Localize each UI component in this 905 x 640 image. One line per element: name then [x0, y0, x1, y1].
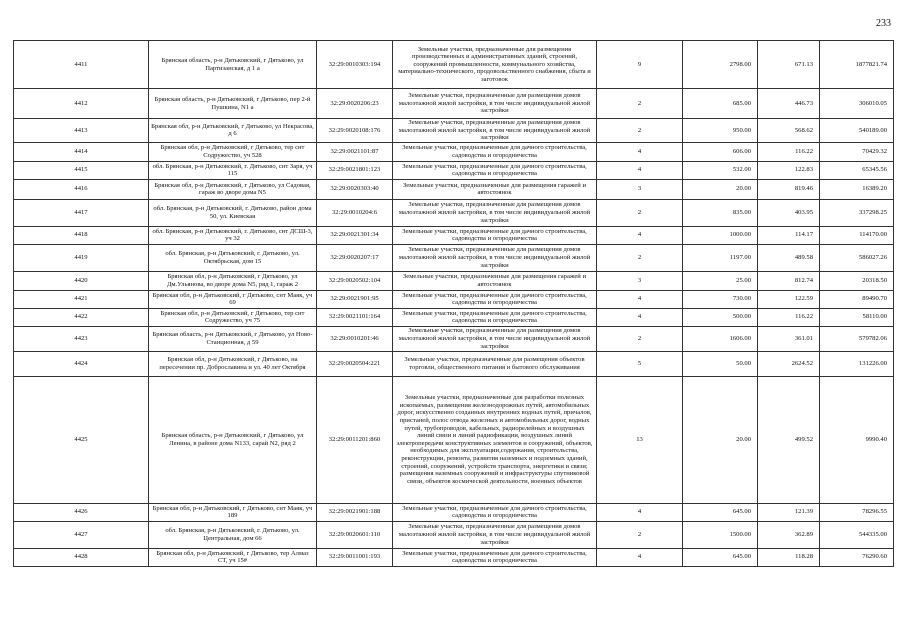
land-use-cell: Земельные участки, предназначенные для размещения гаражей и автостоянок [393, 271, 597, 290]
table-row [14, 89, 894, 119]
cadastral-number-cell: 32:29:0020601:110 [317, 521, 393, 548]
group-cell: 3 [597, 271, 683, 290]
cadastral-number-cell: 32:29:0010204:6 [317, 199, 393, 226]
address-cell: Брянская область, р-н Дятьковский, г Дятьково, пер 2-й Пушкина, N1 а [149, 89, 317, 119]
cadastral-number-cell: 32:29:0020303:40 [317, 179, 393, 199]
unit-price-cell: 114.17 [758, 226, 820, 244]
address-cell: Брянская обл, р-н Дятьковский, г Дятьково, тер Алмаз СТ, уч 15# [149, 548, 317, 566]
cadastral-number-cell: 32:29:0020207:17 [317, 244, 393, 271]
group-cell: 2 [597, 119, 683, 143]
cadastral-value-cell: 306010.05 [820, 89, 894, 119]
area-cell: 645.00 [683, 503, 758, 521]
cadastral-number-cell: 32:29:0021901:188 [317, 503, 393, 521]
land-use-cell: Земельные участки, предназначенные для размещения домов малоэтажной жилой застройки, в том числе индивидуальной жилой застройки [393, 199, 597, 226]
row-number: 4425 [14, 376, 149, 503]
cadastral-value-cell: 65345.56 [820, 161, 894, 179]
land-use-cell: Земельные участки, предназначенные для дачного строительства, садоводства и огородничества [393, 226, 597, 244]
unit-price-cell: 122.59 [758, 290, 820, 308]
unit-price-cell: 2624.52 [758, 351, 820, 376]
address-cell: Брянская область, р-н Дятьковский, г Дятьково, ул Ленина, в районе дома N133, сарай N2, ряд 2 [149, 376, 317, 503]
land-cadastre-table [13, 40, 894, 567]
cadastral-number-cell: 32:29:0020108:176 [317, 119, 393, 143]
cadastral-value-cell: 586027.26 [820, 244, 894, 271]
unit-price-cell: 116.22 [758, 308, 820, 326]
table-row [14, 271, 894, 290]
unit-price-cell: 446.73 [758, 89, 820, 119]
cadastral-value-cell: 58110.00 [820, 308, 894, 326]
cadastral-value-cell: 9990.40 [820, 376, 894, 503]
cadastral-value-cell: 337298.25 [820, 199, 894, 226]
land-use-cell: Земельные участки, предназначенные для разработки полезных ископаемых, размещения железнодорожных путей, автомобильных дорог, искусственно созданных внутренних водных путей, причалов, пристаней, полос отвода железных и автомобильных дорог, водных путей, трубопроводов, кабельных, радиорелейных и воздушных линий связи и линий радиофикации, воздушных линий электропередачи конструктивных элементов и сооружений, объектов, необходимых для эксплуатации,содержания, строительства, реконструкции, ремонта, развития наземных и подземных зданий, строений, сооружений, устройств транспорта, энергетики и связи; размещения наземных сооружений и инфраструктуры спутниковой связи, объектов космической деятельности, военных объектов [393, 376, 597, 503]
group-cell: 4 [597, 290, 683, 308]
cadastral-value-cell: 89490.70 [820, 290, 894, 308]
table-row [14, 351, 894, 376]
unit-price-cell: 118.28 [758, 548, 820, 566]
unit-price-cell: 122.83 [758, 161, 820, 179]
cadastral-number-cell: 32:29:0011001:193 [317, 548, 393, 566]
cadastral-number-cell: 32:29:0021301:34 [317, 226, 393, 244]
row-number: 4411 [14, 41, 149, 89]
unit-price-cell: 499.52 [758, 376, 820, 503]
table-row [14, 326, 894, 351]
address-cell: Брянская обл, р-н Дятьковский, г Дятьково, снт Маяк, уч 189 [149, 503, 317, 521]
land-use-cell: Земельные участки, предназначенные для размещения объектов торговли, общественного питания и бытового обслуживания [393, 351, 597, 376]
table-row [14, 548, 894, 566]
group-cell: 2 [597, 521, 683, 548]
area-cell: 730.00 [683, 290, 758, 308]
group-cell: 4 [597, 142, 683, 161]
unit-price-cell: 671.13 [758, 41, 820, 89]
area-cell: 25.00 [683, 271, 758, 290]
address-cell: Брянская обл, р-н Дятьковский, г Дятьково, снт Маяк, уч 69 [149, 290, 317, 308]
group-cell: 4 [597, 548, 683, 566]
cadastral-number-cell: 32:29:0010303:194 [317, 41, 393, 89]
area-cell: 20.00 [683, 179, 758, 199]
land-use-cell: Земельные участки, предназначенные для размещения домов малоэтажной жилой застройки, в том числе индивидуальной жилой застройки [393, 521, 597, 548]
address-cell: Брянская обл, р-н Дятьковский, г Дятьково, тер снт Содружество, уч 528 [149, 142, 317, 161]
unit-price-cell: 362.89 [758, 521, 820, 548]
area-cell: 20.00 [683, 376, 758, 503]
table-row [14, 503, 894, 521]
land-use-cell: Земельные участки, предназначенные для размещения домов малоэтажной жилой застройки, в том числе индивидуальной жилой застройки [393, 89, 597, 119]
row-number: 4424 [14, 351, 149, 376]
land-use-cell: Земельные участки, предназначенные для дачного строительства, садоводства и огородничества [393, 290, 597, 308]
row-number: 4423 [14, 326, 149, 351]
row-number: 4421 [14, 290, 149, 308]
cadastral-value-cell: 540189.00 [820, 119, 894, 143]
cadastral-number-cell: 32:29:0021901:95 [317, 290, 393, 308]
group-cell: 4 [597, 161, 683, 179]
area-cell: 835.00 [683, 199, 758, 226]
group-cell: 3 [597, 179, 683, 199]
table-row [14, 199, 894, 226]
table-row [14, 376, 894, 503]
land-use-cell: Земельные участки, предназначенные для размещения домов малоэтажной жилой застройки, в том числе индивидуальной жилой застройки [393, 244, 597, 271]
address-cell: обл. Брянская, р-н Дятьковский, г. Дятьково, снт ДСШ-3, уч 32 [149, 226, 317, 244]
cadastral-number-cell: 32:29:0021801:123 [317, 161, 393, 179]
cadastral-value-cell: 78296.55 [820, 503, 894, 521]
address-cell: Брянская область, р-н Дятьковский, г Дятьково, ул Партизанская, д 1 а [149, 41, 317, 89]
land-use-cell: Земельные участки, предназначенные для дачного строительства, садоводства и огородничества [393, 142, 597, 161]
group-cell: 4 [597, 503, 683, 521]
address-cell: Брянская обл, р-н Дятьковский, г Дятьково, на пересечении пр. Доброславина и ул. 40 лет Октября [149, 351, 317, 376]
row-number: 4427 [14, 521, 149, 548]
unit-price-cell: 812.74 [758, 271, 820, 290]
unit-price-cell: 361.01 [758, 326, 820, 351]
address-cell: обл. Брянская, р-н Дятьковский, г. Дятьково, район дома 50, ул. Киевская [149, 199, 317, 226]
cadastral-number-cell: 32:29:0020502:104 [317, 271, 393, 290]
area-cell: 532.00 [683, 161, 758, 179]
land-use-cell: Земельные участки, предназначенные для дачного строительства, садоводства и огородничества [393, 548, 597, 566]
address-cell: Брянская обл, р-н Дятьковский, г Дятьково, ул Садовая, гараж во дворе дома N5 [149, 179, 317, 199]
row-number: 4426 [14, 503, 149, 521]
cadastral-value-cell: 544335.00 [820, 521, 894, 548]
row-number: 4416 [14, 179, 149, 199]
land-use-cell: Земельные участки, предназначенные для размещения производственных и административных зданий, строений, сооружений промышленности, коммунального хозяйства, материально-технического, продовольственного снабжения, сбыта и заготовок [393, 41, 597, 89]
cadastral-value-cell: 20318.50 [820, 271, 894, 290]
address-cell: Брянская обл, р-н Дятьковский, г Дятьково, ул Дм.Ульянова, во дворе дома N5, ряд 1, гараж 2 [149, 271, 317, 290]
table-row [14, 521, 894, 548]
group-cell: 9 [597, 41, 683, 89]
cadastral-number-cell: 32:29:0021101:87 [317, 142, 393, 161]
row-number: 4417 [14, 199, 149, 226]
land-use-cell: Земельные участки, предназначенные для размещения домов малоэтажной жилой застройки, в том числе индивидуальной жилой застройки [393, 326, 597, 351]
unit-price-cell: 568.62 [758, 119, 820, 143]
row-number: 4418 [14, 226, 149, 244]
table-row [14, 244, 894, 271]
table-row [14, 142, 894, 161]
row-number: 4412 [14, 89, 149, 119]
cadastral-number-cell: 32:29:0021101:164 [317, 308, 393, 326]
area-cell: 645.00 [683, 548, 758, 566]
unit-price-cell: 116.22 [758, 142, 820, 161]
cadastral-number-cell: 32:29:0010201:46 [317, 326, 393, 351]
table-row [14, 119, 894, 143]
table-row [14, 161, 894, 179]
cadastral-value-cell: 131226.00 [820, 351, 894, 376]
address-cell: обл. Брянская, р-н Дятьковский, г. Дятьково, ул. Октябрьская, дом 15 [149, 244, 317, 271]
row-number: 4414 [14, 142, 149, 161]
table-body [14, 41, 894, 567]
row-number: 4419 [14, 244, 149, 271]
group-cell: 2 [597, 199, 683, 226]
area-cell: 1197.00 [683, 244, 758, 271]
land-use-cell: Земельные участки, предназначенные для дачного строительства, садоводства и огородничества [393, 161, 597, 179]
area-cell: 606.00 [683, 142, 758, 161]
table-row [14, 226, 894, 244]
area-cell: 50.00 [683, 351, 758, 376]
address-cell: обл. Брянская, р-н Дятьковский, г. Дятьково, ул. Центральная, дом 66 [149, 521, 317, 548]
cadastral-value-cell: 114170.00 [820, 226, 894, 244]
cadastral-number-cell: 32:29:0011201:860 [317, 376, 393, 503]
row-number: 4415 [14, 161, 149, 179]
address-cell: Брянская обл, р-н Дятьковский, г Дятьково, ул Некрасова, д 6 [149, 119, 317, 143]
group-cell: 4 [597, 226, 683, 244]
land-use-cell: Земельные участки, предназначенные для дачного строительства, садоводства и огородничества [393, 308, 597, 326]
table-row [14, 290, 894, 308]
group-cell: 5 [597, 351, 683, 376]
group-cell: 13 [597, 376, 683, 503]
cadastral-value-cell: 1877821.74 [820, 41, 894, 89]
cadastral-value-cell: 16389.20 [820, 179, 894, 199]
address-cell: Брянская область, р-н Дятьковский, г Дятьково, ул Ново-Станционная, д 59 [149, 326, 317, 351]
address-cell: Брянская обл, р-н Дятьковский, г Дятьково, тер снт Содружество, уч 75 [149, 308, 317, 326]
cadastral-value-cell: 76290.60 [820, 548, 894, 566]
area-cell: 950.00 [683, 119, 758, 143]
area-cell: 1500.00 [683, 521, 758, 548]
table-row [14, 179, 894, 199]
unit-price-cell: 121.39 [758, 503, 820, 521]
area-cell: 500.00 [683, 308, 758, 326]
area-cell: 1000.00 [683, 226, 758, 244]
group-cell: 2 [597, 89, 683, 119]
area-cell: 685.00 [683, 89, 758, 119]
unit-price-cell: 819.46 [758, 179, 820, 199]
unit-price-cell: 489.58 [758, 244, 820, 271]
address-cell: обл. Брянская, р-н Дятьковский, г. Дятьково, снт Заря, уч 115 [149, 161, 317, 179]
cadastral-value-cell: 579782.06 [820, 326, 894, 351]
area-cell: 2798.00 [683, 41, 758, 89]
cadastral-number-cell: 32:29:0020206:23 [317, 89, 393, 119]
row-number: 4428 [14, 548, 149, 566]
cadastral-value-cell: 70429.32 [820, 142, 894, 161]
area-cell: 1606.00 [683, 326, 758, 351]
table-row [14, 41, 894, 89]
unit-price-cell: 403.95 [758, 199, 820, 226]
page-number: 233 [876, 18, 891, 29]
group-cell: 4 [597, 308, 683, 326]
row-number: 4420 [14, 271, 149, 290]
land-use-cell: Земельные участки, предназначенные для размещения гаражей и автостоянок [393, 179, 597, 199]
row-number: 4413 [14, 119, 149, 143]
row-number: 4422 [14, 308, 149, 326]
land-use-cell: Земельные участки, предназначенные для дачного строительства, садоводства и огородничества [393, 503, 597, 521]
table-row [14, 308, 894, 326]
group-cell: 2 [597, 326, 683, 351]
land-use-cell: Земельные участки, предназначенные для размещения домов малоэтажной жилой застройки, в том числе индивидуальной жилой застройки [393, 119, 597, 143]
group-cell: 2 [597, 244, 683, 271]
cadastral-number-cell: 32:29:0020504:221 [317, 351, 393, 376]
